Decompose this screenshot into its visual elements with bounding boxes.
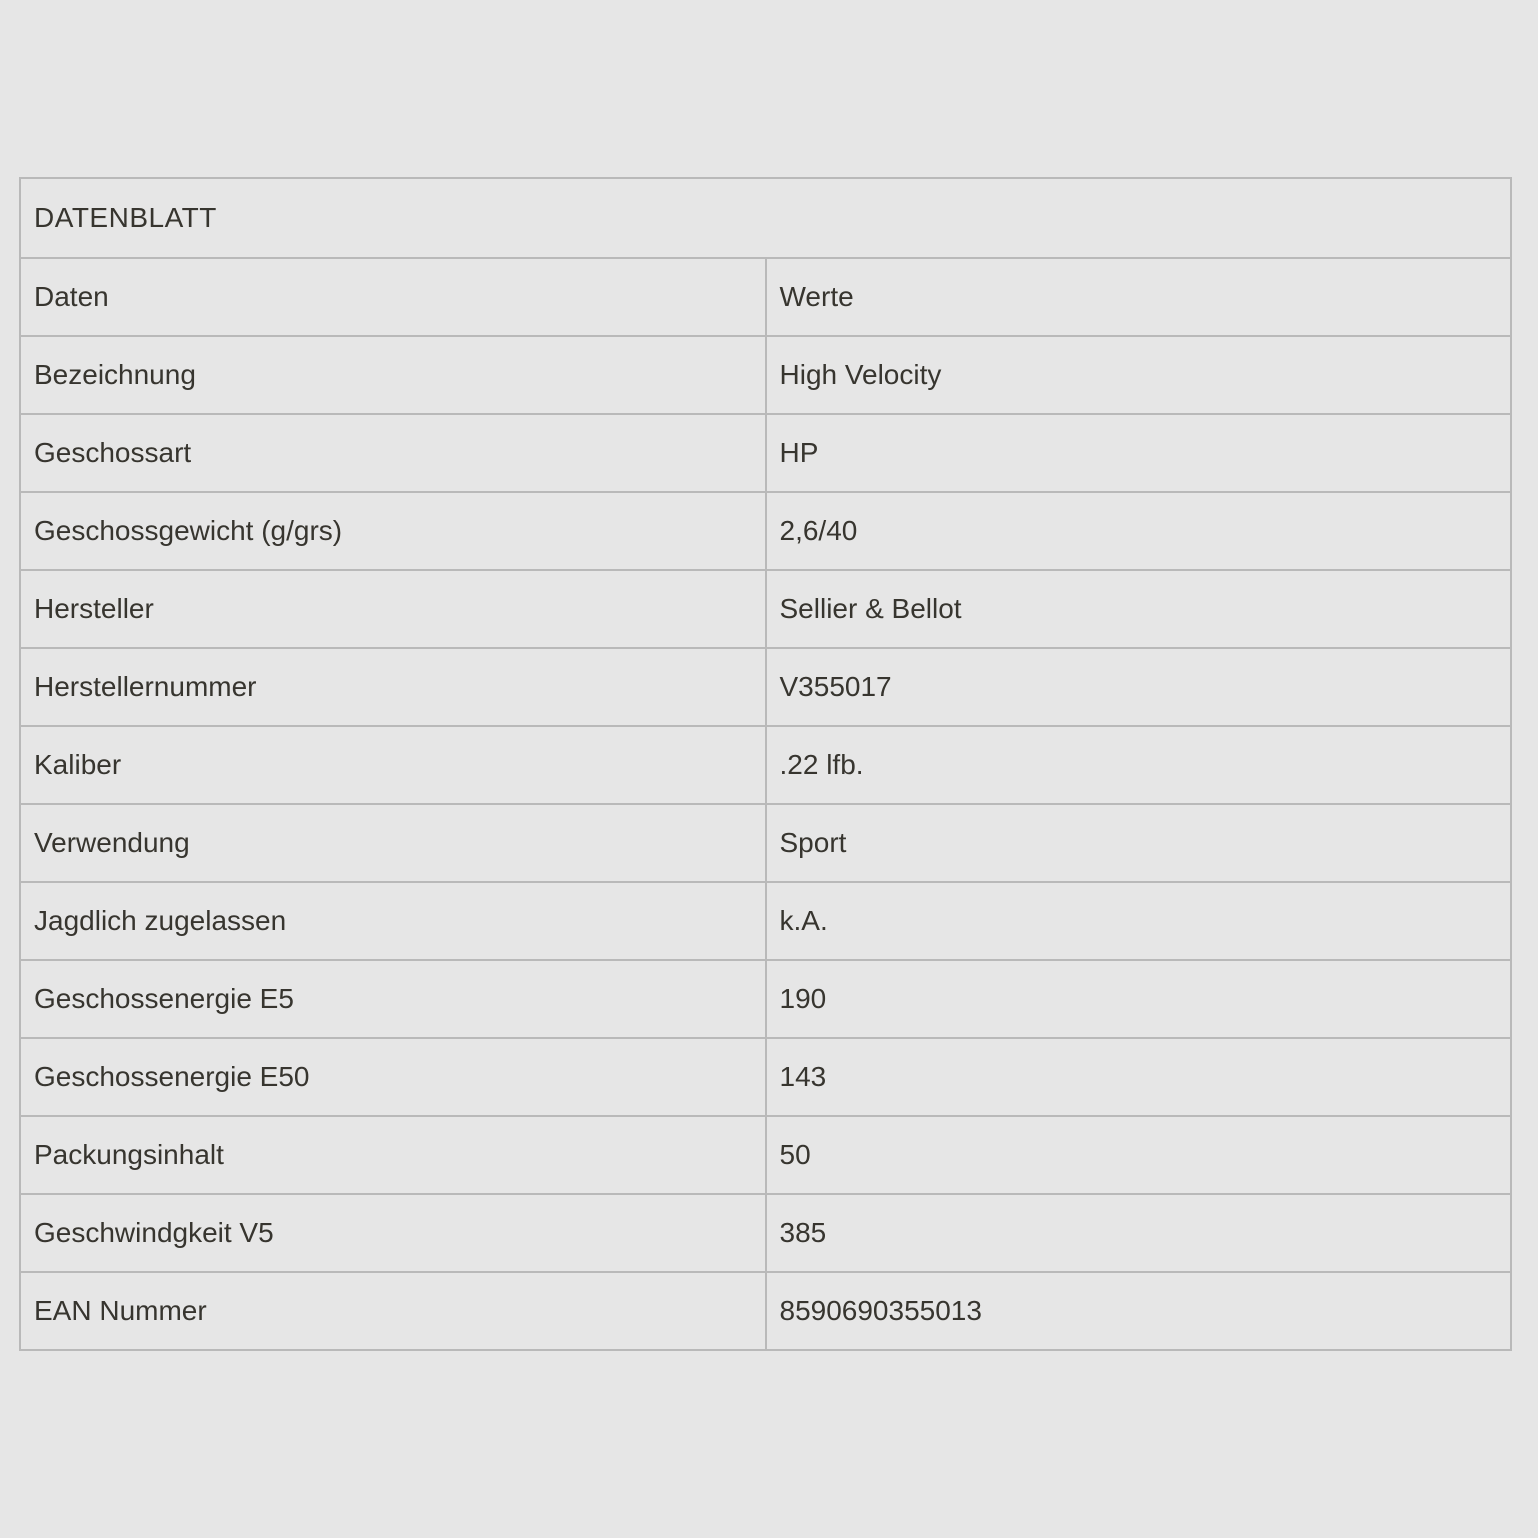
table-row [20, 648, 1511, 726]
row-value: 190 [766, 960, 1512, 1038]
row-label: Kaliber [20, 726, 766, 804]
table-row [20, 804, 1511, 882]
row-value: 143 [766, 1038, 1512, 1116]
table-row [20, 1272, 1511, 1350]
row-label: Bezeichnung [20, 336, 766, 414]
column-header-daten: Daten [20, 258, 766, 336]
row-label: EAN Nummer [20, 1272, 766, 1350]
row-value: 385 [766, 1194, 1512, 1272]
row-label: Verwendung [20, 804, 766, 882]
table-row [20, 336, 1511, 414]
table-row [20, 414, 1511, 492]
table-row [20, 960, 1511, 1038]
row-value: k.A. [766, 882, 1512, 960]
row-value: Sport [766, 804, 1512, 882]
column-header-row [20, 258, 1511, 336]
datasheet-title: DATENBLATT [20, 178, 1511, 258]
row-label: Geschossenergie E5 [20, 960, 766, 1038]
row-value: 2,6/40 [766, 492, 1512, 570]
row-label: Geschwindgkeit V5 [20, 1194, 766, 1272]
row-label: Hersteller [20, 570, 766, 648]
row-value: Sellier & Bellot [766, 570, 1512, 648]
row-value: .22 lfb. [766, 726, 1512, 804]
row-value: 8590690355013 [766, 1272, 1512, 1350]
table-row [20, 882, 1511, 960]
datasheet-section [19, 177, 1512, 1351]
datasheet-title-row [20, 178, 1511, 258]
row-label: Packungsinhalt [20, 1116, 766, 1194]
table-row [20, 1038, 1511, 1116]
row-value: High Velocity [766, 336, 1512, 414]
table-row [20, 570, 1511, 648]
row-value: V355017 [766, 648, 1512, 726]
row-label: Geschossenergie E50 [20, 1038, 766, 1116]
table-row [20, 492, 1511, 570]
row-value: HP [766, 414, 1512, 492]
row-label: Geschossart [20, 414, 766, 492]
column-header-werte: Werte [766, 258, 1512, 336]
row-label: Geschossgewicht (g/grs) [20, 492, 766, 570]
table-row [20, 1194, 1511, 1272]
row-label: Jagdlich zugelassen [20, 882, 766, 960]
table-row [20, 726, 1511, 804]
row-label: Herstellernummer [20, 648, 766, 726]
datasheet-table [19, 177, 1512, 1351]
row-value: 50 [766, 1116, 1512, 1194]
table-row [20, 1116, 1511, 1194]
